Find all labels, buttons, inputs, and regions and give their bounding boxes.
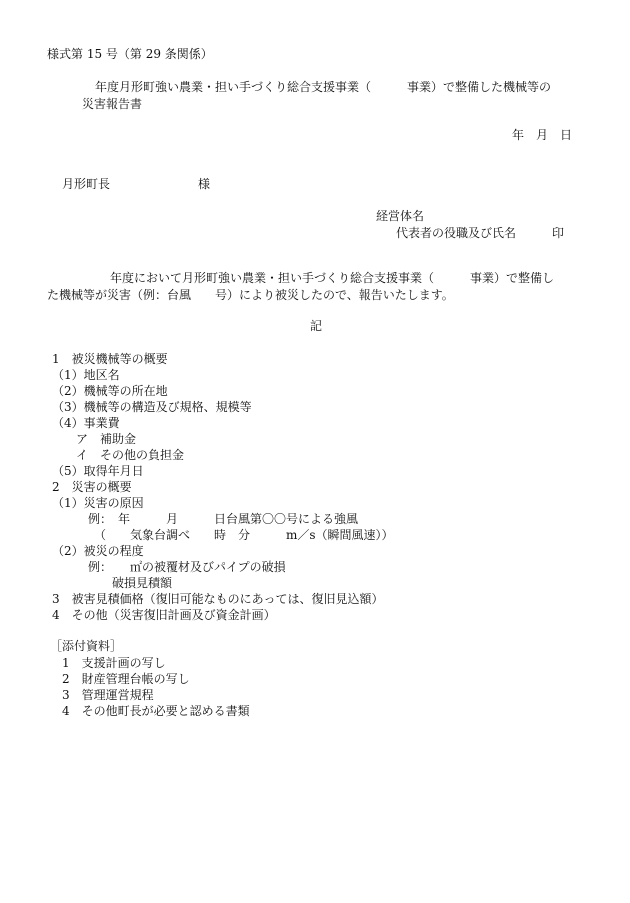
list-item: 1 被災機械等の概要 <box>52 352 168 366</box>
list-item: 例： 年 月 日台風第〇〇号による強風 <box>52 512 359 526</box>
list-item: （4）事業費 <box>52 416 120 430</box>
seal-mark: 印 <box>552 226 565 240</box>
form-number: 様式第 15 号（第 29 条関係） <box>47 47 213 61</box>
representative-label: 代表者の役職及び氏名 <box>396 226 517 240</box>
date-line: 年 月 日 <box>512 128 573 142</box>
list-item: （1）地区名 <box>52 368 120 382</box>
list-item: （1）災害の原因 <box>52 496 144 510</box>
addressee-suffix: 様 <box>198 177 211 191</box>
list-item: （3）機械等の構造及び規格、規模等 <box>52 400 252 414</box>
list-item: 例： ㎡の被覆材及びパイプの破損 <box>52 560 286 574</box>
title-line-2: 災害報告書 <box>82 97 143 111</box>
ki-heading: 記 <box>310 319 323 333</box>
body-line-1: 年度において月形町強い農業・担い手づくり総合支援事業（ 事業）で整備し <box>110 271 555 285</box>
entity-label: 経営体名 <box>376 209 425 223</box>
attachments-title: ［添付資料］ <box>50 639 123 653</box>
body-line-2: た機械等が災害（例：台風 号）により被災したので、報告いたします。 <box>47 288 454 302</box>
addressee: 月形町長 <box>62 177 111 191</box>
list-item: 3 被害見積価格（復旧可能なものにあっては、復旧見込額） <box>52 592 384 606</box>
attachment-item: 3 管理運営規程 <box>62 688 154 702</box>
attachment-item: 2 財産管理台帳の写し <box>62 672 190 686</box>
attachment-item: 4 その他町長が必要と認める書類 <box>62 704 250 718</box>
list-item: （ 気象台調べ 時 分 m／s（瞬間風速）） <box>52 528 394 542</box>
list-item: 破損見積額 <box>52 576 173 590</box>
list-item: （2）機械等の所在地 <box>52 384 168 398</box>
list-item: （2）被災の程度 <box>52 544 144 558</box>
list-item: 2 災害の概要 <box>52 480 132 494</box>
list-item: イ その他の負担金 <box>52 448 185 462</box>
list-item: 4 その他（災害復旧計画及び資金計画） <box>52 608 276 622</box>
title-line-1: 年度月形町強い農業・担い手づくり総合支援事業（ 事業）で整備した機械等の <box>95 80 552 94</box>
list-item: （5）取得年月日 <box>52 464 144 478</box>
attachment-item: 1 支援計画の写し <box>62 656 166 670</box>
list-item: ア 補助金 <box>52 432 137 446</box>
